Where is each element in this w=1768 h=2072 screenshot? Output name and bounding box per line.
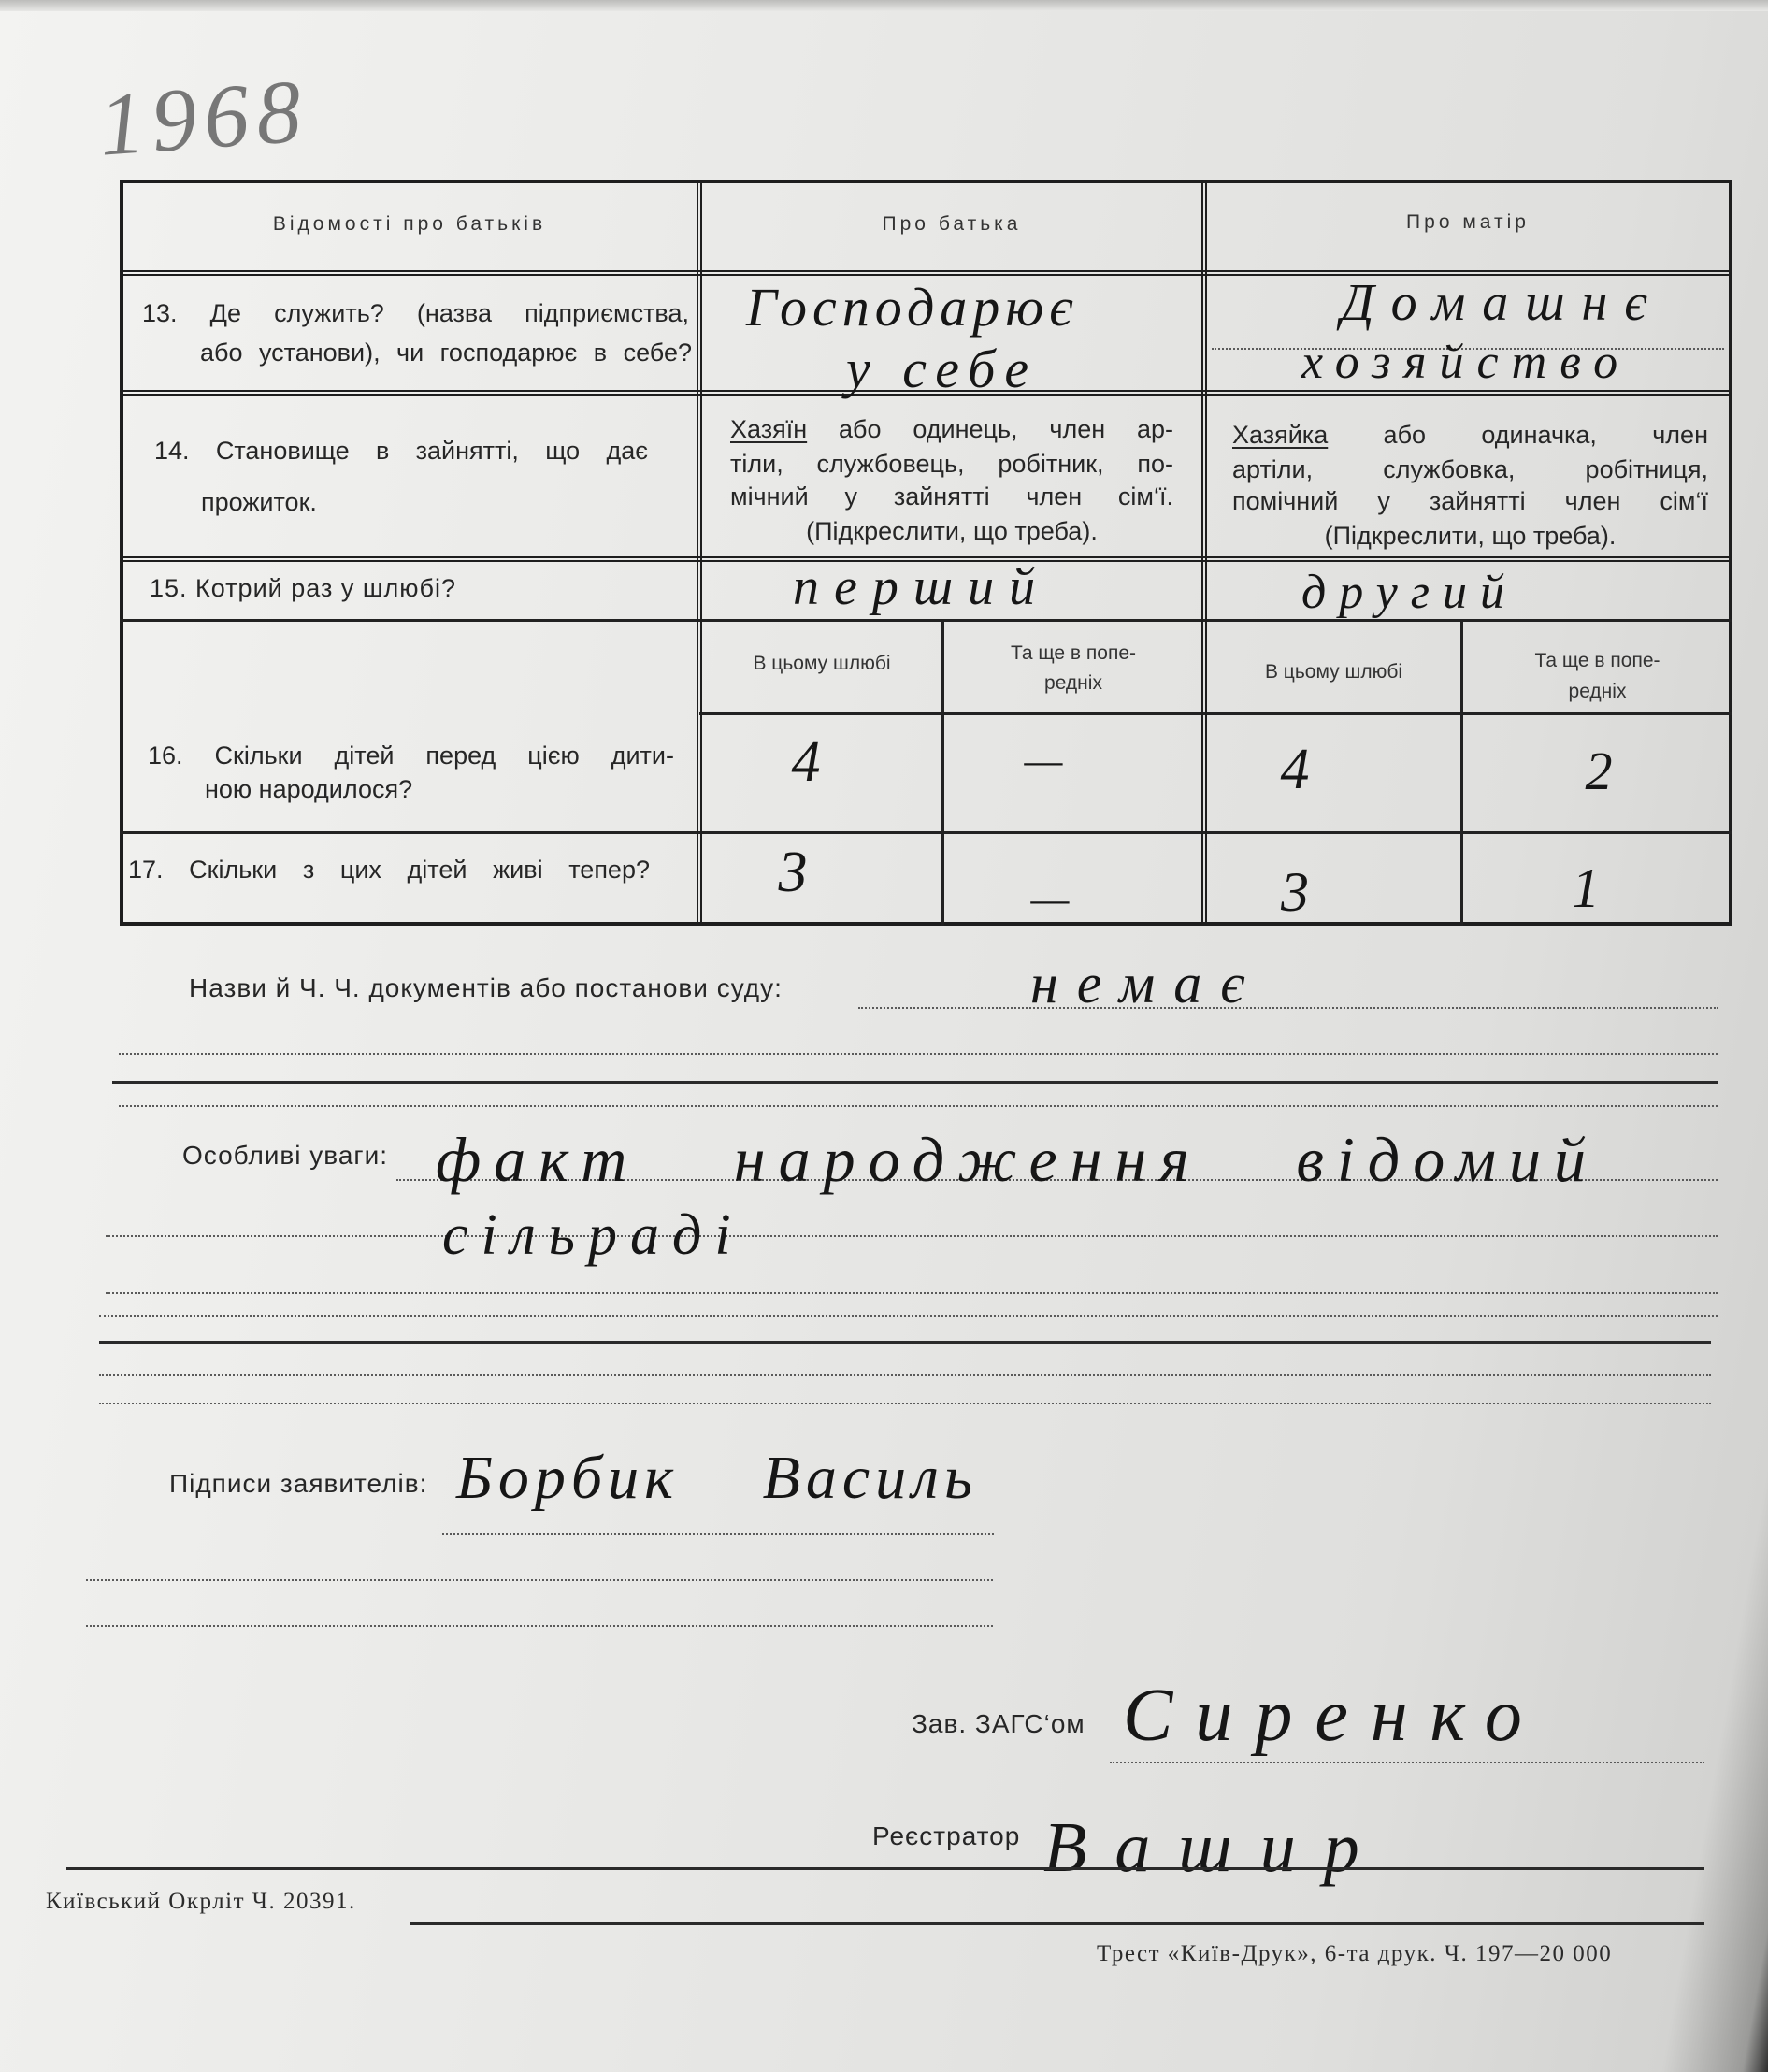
table-rule-row15 (120, 619, 1732, 622)
row16-father-previous-value: — (1024, 736, 1063, 784)
page-number-handwritten: 1968 (95, 60, 312, 175)
row14-label-line: прожиток. (201, 488, 317, 516)
footer-rule (66, 1867, 1704, 1870)
remarks-label: Особливі уваги: (182, 1141, 389, 1170)
registrar-label: Реєстратор (872, 1821, 1021, 1850)
row17-mother-previous-value: 1 (1572, 857, 1600, 919)
table-col-rule-label (697, 180, 702, 926)
table-col-rule-mother-sub (1460, 620, 1463, 926)
row14-mother-underlined-choice: Хазяйка (1232, 421, 1329, 449)
remarks-dotted-line-6 (99, 1403, 1711, 1404)
table-col-rule-father (1201, 180, 1207, 926)
subheader-father-previous: Та ще в попе- (1010, 642, 1137, 664)
row13-mother-handwritten: хозяйство (1301, 336, 1631, 389)
row14-label-line: 14. Становище в зайнятті, що дає (154, 437, 648, 465)
header-label: Відомості про батьків (272, 213, 547, 235)
row14-father-options-line (730, 413, 1173, 445)
row13-father-handwritten: у себе (846, 338, 1039, 399)
remarks-dotted-line-2 (106, 1235, 1718, 1237)
row16-mother-this-value: 4 (1280, 738, 1310, 801)
paper-top-edge (0, 0, 1768, 11)
footer-rule-2 (410, 1922, 1704, 1925)
row14-father-options-text: або одинець, член ар- (838, 415, 1173, 443)
applicants-label: Підписи заявителів: (169, 1469, 428, 1498)
row17-father-this-value: 3 (778, 841, 808, 904)
row14-father-options-note: (Підкреслити, що треба). (806, 517, 1098, 545)
zags-head-label: Зав. ЗАГС‘ом (912, 1709, 1085, 1738)
row14-mother-options-note: (Підкреслити, що треба). (1324, 522, 1617, 550)
table-rule-row16 (120, 831, 1732, 834)
documents-dotted-line (858, 1007, 1718, 1009)
documents-dotted-line-2 (119, 1053, 1718, 1055)
row15-mother-handwritten: другий (1301, 566, 1517, 619)
subheader-father-this-marriage: В цьому шлюбі (753, 653, 891, 674)
header-father: Про батька (882, 213, 1022, 235)
subheader-mother-previous: Та ще в попе- (1534, 650, 1660, 671)
row16-father-this-value: 4 (791, 730, 821, 794)
remarks-handwritten-line: сільраді (442, 1203, 744, 1267)
row17-label: 17. Скільки з цих дітей живі тепер? (128, 856, 650, 884)
row16-label-line: 16. Скільки дітей перед цією дити- (148, 741, 674, 770)
row17-father-previous-value: — (1030, 874, 1070, 922)
subheader-father-previous: редніх (1044, 672, 1102, 694)
documents-value-handwritten: немає (1030, 953, 1264, 1014)
documents-dotted-line-3 (119, 1105, 1718, 1107)
applicants-dotted-line-3 (86, 1625, 993, 1627)
row13-father-handwritten: Господарює (746, 277, 1079, 338)
table-rule-subheader (699, 712, 1732, 715)
row13-label-line: 13. Де служить? (назва підприємства, (142, 299, 689, 327)
registrar-signature: Вашир (1043, 1808, 1387, 1887)
row13-label-line: або установи), чи господарює в себе? (200, 338, 692, 367)
row17-mother-this-value: 3 (1281, 861, 1309, 923)
documents-label: Назви й Ч. Ч. документів або постанови суду: (189, 973, 783, 1002)
row14-mother-options-line (1232, 419, 1708, 451)
section-divider (99, 1341, 1711, 1344)
subheader-mother-previous: редніх (1568, 681, 1627, 702)
row16-mother-previous-value: 2 (1585, 741, 1613, 801)
subheader-mother-this-marriage: В цьому шлюбі (1264, 661, 1403, 683)
row15-father-handwritten: перший (793, 558, 1051, 616)
applicants-dotted-line-2 (86, 1579, 993, 1581)
zags-head-dotted-line (1110, 1762, 1704, 1763)
row15-label: 15. Котрий раз у шлюбі? (150, 574, 456, 602)
row14-father-options-line: тіли, службовець, робітник, по- (730, 450, 1173, 478)
row16-label-line: ною народилося? (205, 775, 413, 803)
header-mother: Про матір (1406, 211, 1530, 233)
remarks-dotted-line-3 (106, 1292, 1718, 1294)
row13-mother-handwritten: Домашнє (1341, 274, 1664, 332)
row14-mother-options-text: або одиначка, член (1383, 421, 1708, 449)
row14-father-underlined-choice: Хазяїн (730, 415, 808, 443)
footer-censor-mark: Київський Окрліт Ч. 20391. (46, 1889, 356, 1914)
zags-head-signature: Сиренко (1123, 1675, 1545, 1757)
applicants-signature: Борбик Василь (456, 1444, 978, 1512)
remarks-dotted-line-5 (99, 1374, 1711, 1376)
row14-father-options-line: мічний у зайнятті член сім‘ї. (730, 482, 1173, 511)
applicants-dotted-line (442, 1533, 994, 1535)
footer-printer-mark: Трест «Київ-Друк», 6-та друк. Ч. 197—20 000 (1097, 1941, 1613, 1966)
remarks-dotted-line-4 (99, 1315, 1718, 1317)
section-divider (112, 1081, 1718, 1084)
row14-mother-options-line: помічний у зайнятті член сім‘ї (1232, 487, 1708, 515)
row14-mother-options-line: артіли, службовка, робітниця, (1232, 455, 1708, 483)
remarks-handwritten-line: факт народження відомий (436, 1124, 1599, 1195)
